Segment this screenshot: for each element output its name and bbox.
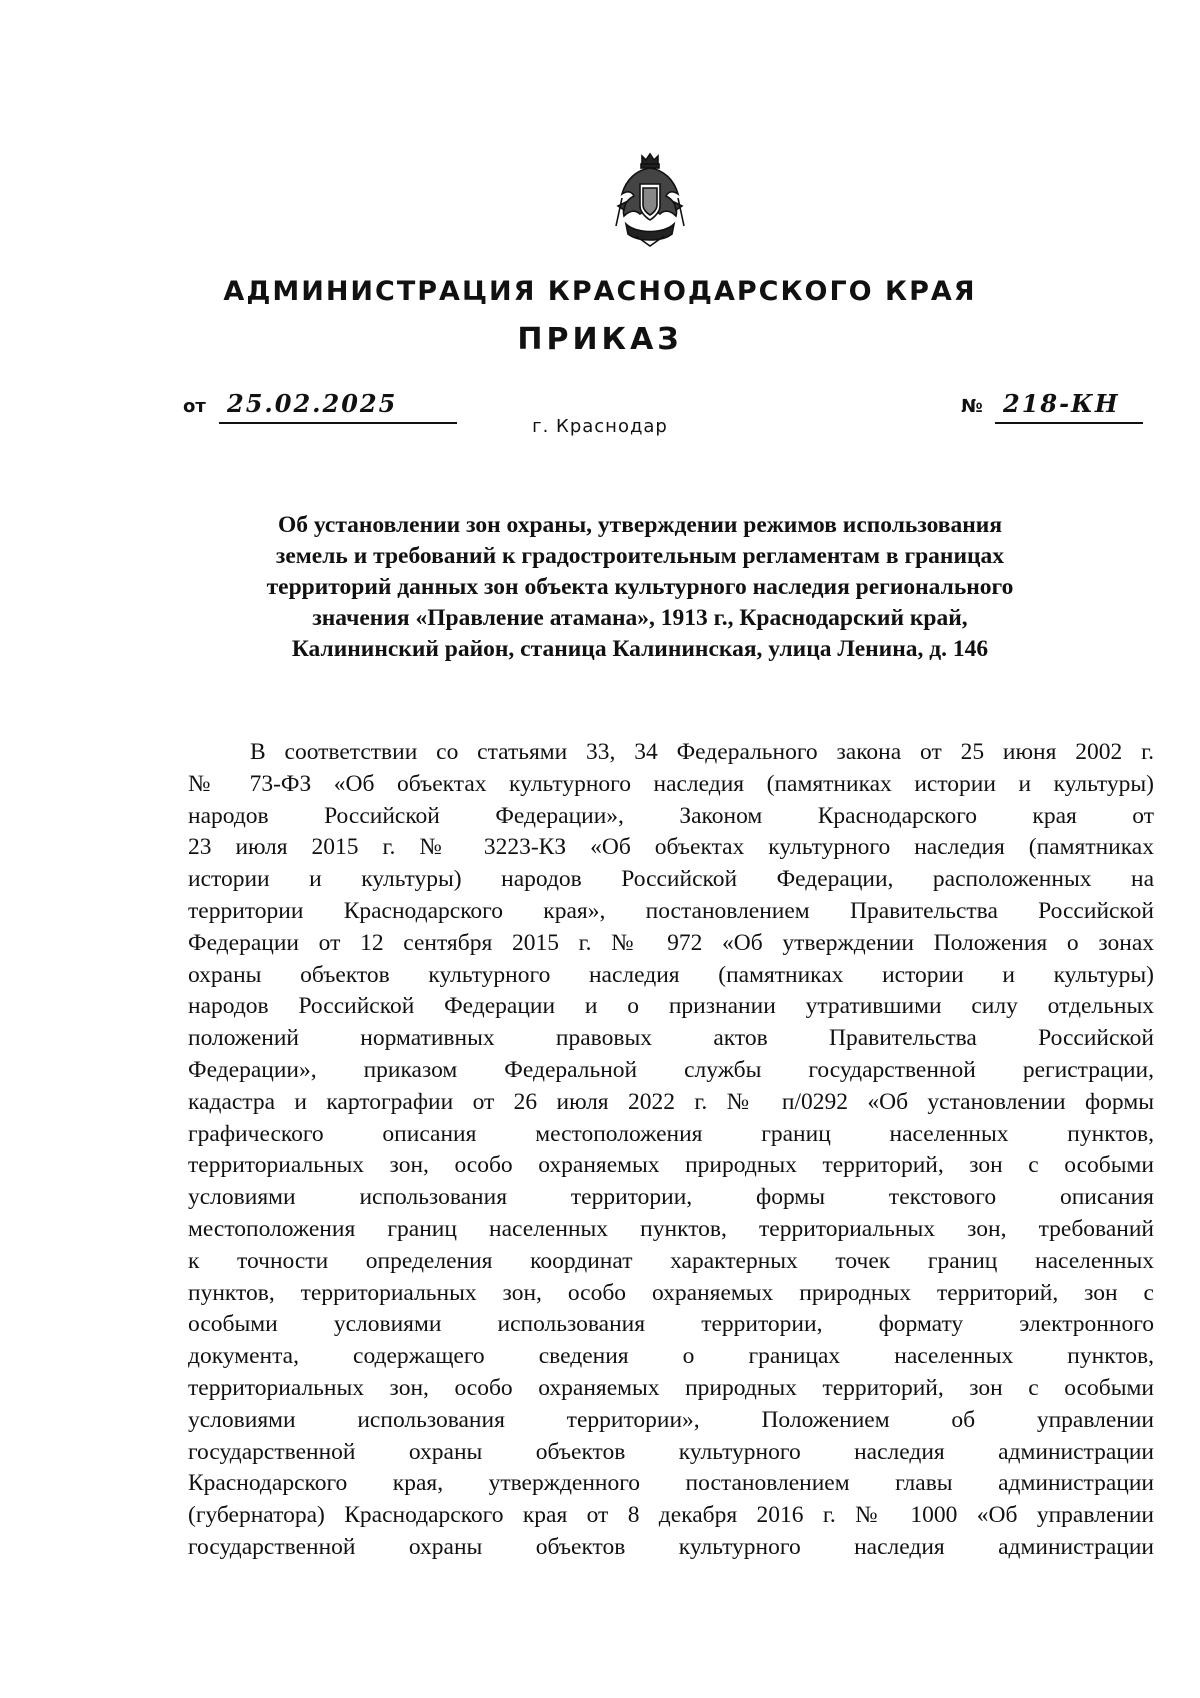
body-line: Федерации», приказом Федеральной службы государственной регистрации, (188, 1056, 1154, 1083)
document-type: ПРИКАЗ (517, 322, 683, 357)
organization-name: АДМИНИСТРАЦИЯ КРАСНОДАРСКОГО КРАЯ (223, 276, 977, 307)
body-line: графического описания местоположения границ населенных пунктов, (188, 1120, 1154, 1147)
body-line: пунктов, территориальных зон, особо охраняемых природных территорий, зон с (188, 1279, 1154, 1306)
body-line: (губернатора) Краснодарского края от 8 декабря 2016 г. № 1000 «Об управлении (188, 1502, 1154, 1529)
body-line: охраны объектов культурного наследия (памятниках истории и культуры) (188, 961, 1154, 988)
body-line: Краснодарского края, утвержденного постановлением главы администрации (188, 1470, 1154, 1497)
title-line: Калининский район, станица Калининская, улица Ленина, д. 146 (291, 636, 989, 662)
body-line: истории и культуры) народов Российской Федерации, расположенных на (188, 866, 1154, 893)
body-line: к точности определения координат характерных точек границ населенных (188, 1247, 1154, 1274)
body-line: народов Российской Федерации и о признании утратившими силу отдельных (188, 993, 1154, 1020)
coat-of-arms-icon (612, 150, 688, 250)
body-line: условиями использования территории», Положением об управлении (188, 1406, 1154, 1433)
body-line: документа, содержащего сведения о границах населенных пунктов, (188, 1343, 1154, 1370)
body-line: особыми условиями использования территории, формату электронного (188, 1311, 1154, 1338)
document-body (188, 737, 1154, 1564)
date-value: 25.02.2025 (227, 389, 398, 418)
body-line: народов Российской Федерации», Законом Краснодарского края от (188, 802, 1154, 829)
body-line: положений нормативных правовых актов Правительства Российской (188, 1025, 1154, 1052)
body-line: № 73-ФЗ «Об объектах культурного наследия (памятниках истории и культуры) (188, 770, 1154, 797)
title-line: территорий данных зон объекта культурного наследия регионального (266, 574, 1014, 600)
title-line: Об установлении зон охраны, утверждении режимов использования (277, 512, 1003, 538)
body-line: Федерации от 12 сентября 2015 г. № 972 «Об утверждении Положения о зонах (188, 929, 1154, 956)
body-line: территории Краснодарского края», постановлением Правительства Российской (188, 897, 1154, 924)
body-line: местоположения границ населенных пунктов, территориальных зон, требований (188, 1215, 1154, 1242)
body-line: 23 июля 2015 г. № 3223-КЗ «Об объектах культурного наследия (памятниках (188, 834, 1154, 861)
date-label: от (183, 396, 206, 417)
city-name: г. Краснодар (532, 416, 668, 437)
title-line: значения «Правление атамана», 1913 г., Краснодарский край, (312, 605, 968, 631)
body-line: кадастра и картографии от 26 июля 2022 г. № п/0292 «Об установлении формы (188, 1088, 1154, 1115)
body-line: условиями использования территории, формы текстового описания (188, 1184, 1154, 1211)
body-line: В соответствии со статьями 33, 34 Федерального закона от 25 июня 2002 г. (250, 739, 1154, 765)
body-line: государственной охраны объектов культурного наследия администрации (188, 1438, 1154, 1465)
body-line: территориальных зон, особо охраняемых природных территорий, зон с особыми (188, 1374, 1154, 1401)
title-line: земель и требований к градостроительным регламентам в границах (275, 543, 1005, 569)
body-line: территориальных зон, особо охраняемых природных территорий, зон с особыми (188, 1152, 1154, 1179)
body-line: государственной охраны объектов культурного наследия администрации (188, 1533, 1154, 1560)
document-title (200, 510, 1080, 665)
number-value: 218-КН (1003, 389, 1120, 418)
number-label: № (961, 396, 983, 417)
